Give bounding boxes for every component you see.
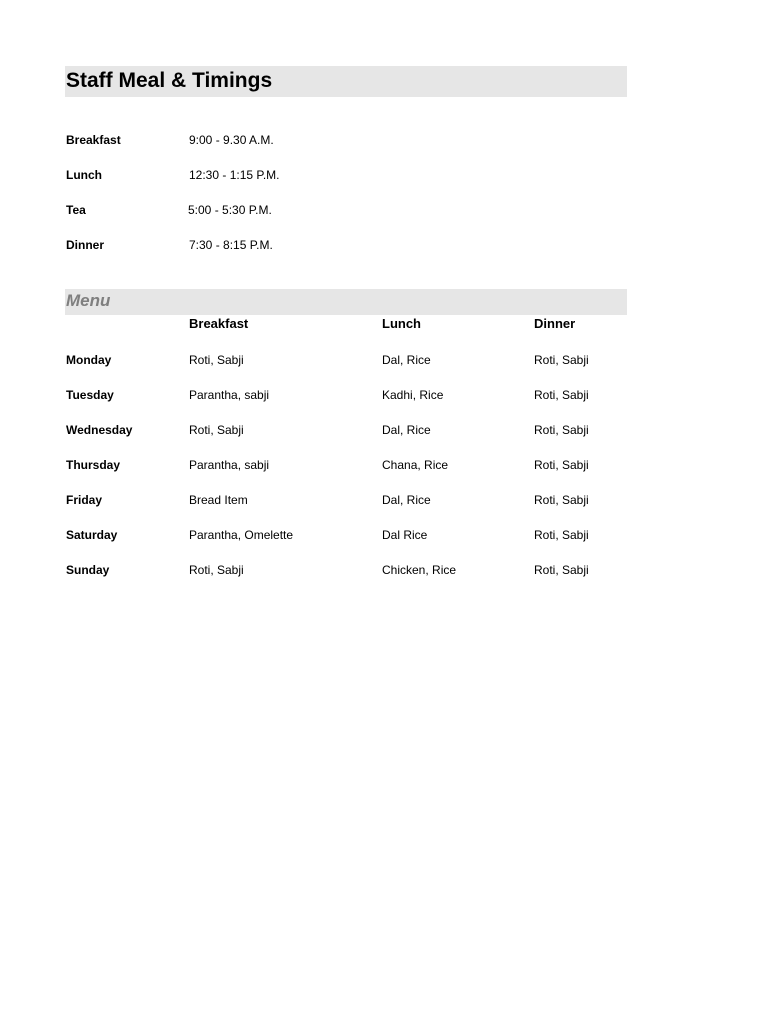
timing-time-dinner: 7:30 - 8:15 P.M. [189, 238, 273, 252]
menu-day: Saturday [66, 528, 118, 542]
menu-lunch: Dal, Rice [382, 493, 431, 507]
menu-heading: Menu [66, 291, 111, 310]
menu-band [65, 289, 627, 315]
title-band [65, 66, 627, 97]
menu-day: Tuesday [66, 388, 114, 402]
menu-dinner: Roti, Sabji [534, 388, 589, 402]
menu-breakfast: Parantha, Omelette [189, 528, 294, 542]
menu-lunch: Chana, Rice [382, 458, 449, 472]
menu-day: Wednesday [66, 423, 133, 437]
timing-meal-tea: Tea [66, 203, 86, 217]
menu-day: Monday [66, 353, 112, 367]
menu-lunch: Chicken, Rice [382, 563, 457, 577]
menu-breakfast: Roti, Sabji [189, 353, 244, 367]
menu-dinner: Roti, Sabji [534, 458, 589, 472]
menu-lunch: Dal, Rice [382, 423, 431, 437]
menu-breakfast: Bread Item [189, 493, 248, 507]
menu-lunch: Dal, Rice [382, 353, 431, 367]
timing-time-breakfast: 9:00 - 9.30 A.M. [189, 133, 274, 147]
menu-lunch: Kadhi, Rice [382, 388, 444, 402]
menu-col-breakfast: Breakfast [189, 316, 249, 331]
timing-meal-dinner: Dinner [66, 238, 105, 252]
timing-meal-lunch: Lunch [66, 168, 102, 182]
menu-dinner: Roti, Sabji [534, 353, 589, 367]
menu-dinner: Roti, Sabji [534, 423, 589, 437]
menu-lunch: Dal Rice [382, 528, 428, 542]
menu-day: Friday [66, 493, 103, 507]
menu-day: Thursday [66, 458, 121, 472]
timing-time-lunch: 12:30 - 1:15 P.M. [189, 168, 280, 182]
timing-meal-breakfast: Breakfast [66, 133, 121, 147]
menu-col-lunch: Lunch [382, 316, 421, 331]
menu-breakfast: Parantha, sabji [189, 458, 270, 472]
menu-dinner: Roti, Sabji [534, 563, 589, 577]
menu-breakfast: Parantha, sabji [189, 388, 270, 402]
menu-breakfast: Roti, Sabji [189, 563, 244, 577]
menu-breakfast: Roti, Sabji [189, 423, 244, 437]
menu-col-dinner: Dinner [534, 316, 576, 331]
menu-dinner: Roti, Sabji [534, 493, 589, 507]
menu-dinner: Roti, Sabji [534, 528, 589, 542]
page-title: Staff Meal & Timings [66, 69, 273, 92]
timing-time-tea: 5:00 - 5:30 P.M. [188, 203, 272, 217]
menu-day: Sunday [66, 563, 110, 577]
